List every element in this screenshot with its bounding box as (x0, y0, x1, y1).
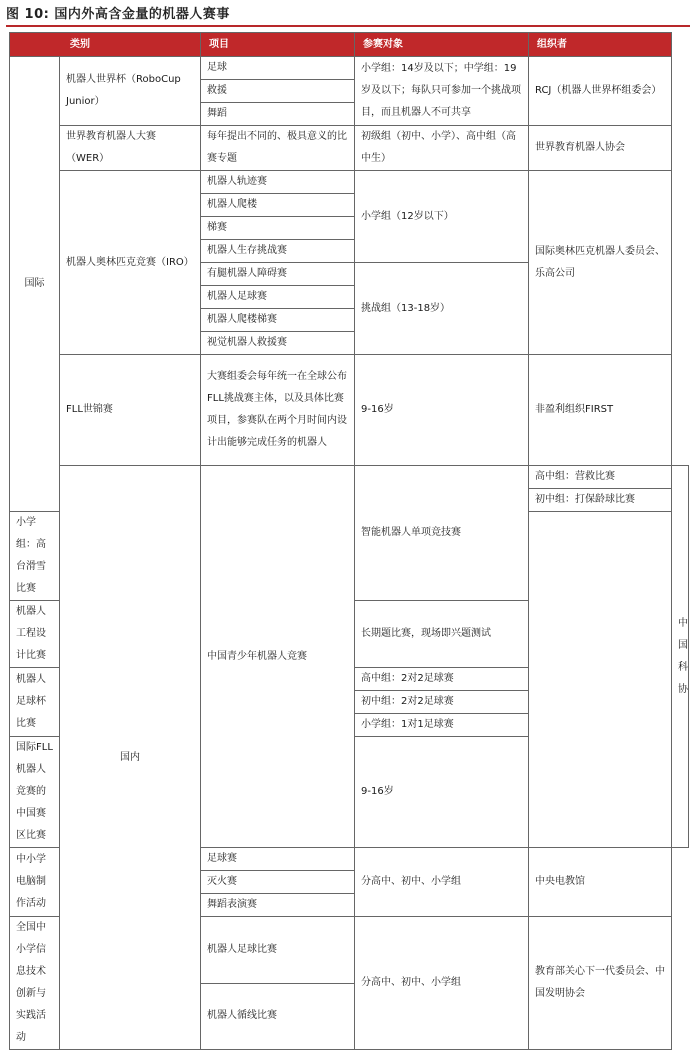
participant-target: 挑战组（13-18岁） (355, 263, 529, 355)
organizer: 中国科协 (672, 466, 689, 848)
competition-item: 机器人爬楼 (201, 194, 355, 217)
participant-target: 9-16岁 (355, 355, 529, 466)
competition-table (9, 32, 689, 1050)
competition-name: 机器人世界杯（RoboCup Junior） (60, 57, 201, 126)
competition-item: 机器人足球赛 (201, 286, 355, 309)
competition-item: 有腿机器人障碍赛 (201, 263, 355, 286)
organizer: RCJ（机器人世界杯组委会） (529, 57, 672, 126)
participant-target: 小学组：高台滑雪比赛 (10, 512, 60, 601)
competition-item: 足球 (201, 57, 355, 80)
competition-item: 国际FLL机器人竞赛的中国赛区比赛 (10, 737, 60, 848)
competition-item: 灭火赛 (201, 871, 355, 894)
competition-item: 机器人足球杯比赛 (10, 668, 60, 737)
competition-item: 足球赛 (201, 848, 355, 871)
competition-item: 舞蹈 (201, 103, 355, 126)
competition-name: 全国中小学信息技术创新与实践活动 (10, 917, 60, 1050)
table-row (10, 57, 689, 80)
participant-target: 初中组：2对2足球赛 (355, 691, 529, 714)
competition-name: 世界教育机器人大赛（WER） (60, 126, 201, 171)
participant-target: 高中组：2对2足球赛 (355, 668, 529, 691)
figure-title: 图 10: 国内外高含金量的机器人赛事 (6, 7, 230, 22)
participant-target: 高中组：营救比赛 (529, 466, 672, 489)
category-cell-domestic: 国内 (60, 466, 201, 1050)
competition-item: 机器人工程设计比赛 (10, 601, 60, 668)
competition-item: 机器人轨迹赛 (201, 171, 355, 194)
category-cell-international: 国际 (10, 57, 60, 512)
header-category: 类别 (10, 33, 201, 57)
competition-item: 大赛组委会每年统一在全球公布FLL挑战赛主体，以及具体比赛项目，参赛队在两个月时间内设计出能够完成任务的机器人 (201, 355, 355, 466)
header-item: 项目 (201, 33, 355, 57)
header-target: 参赛对象 (355, 33, 529, 57)
competition-item: 机器人足球比赛 (201, 917, 355, 984)
competition-name: 机器人奥林匹克竞赛（IRO） (60, 171, 201, 355)
participant-target: 长期题比赛，现场即兴题测试 (355, 601, 529, 668)
participant-target: 初级组（初中、小学）、高中组（高中生） (355, 126, 529, 171)
title-divider (6, 25, 690, 27)
participant-target: 初中组：打保龄球比赛 (529, 489, 672, 512)
competition-name: 中国青少年机器人竞赛 (201, 466, 355, 848)
competition-item: 舞蹈表演赛 (201, 894, 355, 917)
competition-item: 机器人爬楼梯赛 (201, 309, 355, 332)
participant-target: 小学组：14岁及以下；中学组：19岁及以下；每队只可参加一个挑战项目，而且机器人不可共享 (355, 57, 529, 126)
organizer: 国际奥林匹克机器人委员会、乐高公司 (529, 171, 672, 355)
table-row (10, 355, 689, 466)
competition-item: 智能机器人单项竞技赛 (355, 466, 529, 601)
competition-name: 中小学电脑制作活动 (10, 848, 60, 917)
participant-target: 9-16岁 (355, 737, 529, 848)
organizer: 中央电教馆 (529, 848, 672, 917)
competition-item: 救援 (201, 80, 355, 103)
organizer: 教育部关心下一代委员会、中国发明协会 (529, 917, 672, 1050)
participant-target: 小学组（12岁以下） (355, 171, 529, 263)
table-row (10, 171, 689, 194)
competition-item: 每年提出不同的、极具意义的比赛专题 (201, 126, 355, 171)
header-organizer: 组织者 (529, 33, 672, 57)
competition-item: 视觉机器人救援赛 (201, 332, 355, 355)
organizer: 世界教育机器人协会 (529, 126, 672, 171)
participant-target: 小学组：1对1足球赛 (355, 714, 529, 737)
organizer: 非盈利组织FIRST (529, 355, 672, 466)
competition-item: 机器人循线比赛 (201, 983, 355, 1050)
participant-target: 分高中、初中、小学组 (355, 917, 529, 1050)
competition-item: 机器人生存挑战赛 (201, 240, 355, 263)
participant-target: 分高中、初中、小学组 (355, 848, 529, 917)
competition-name: FLL世锦赛 (60, 355, 201, 466)
table-row (10, 466, 689, 489)
table-header-row (10, 33, 689, 57)
competition-item: 梯赛 (201, 217, 355, 240)
